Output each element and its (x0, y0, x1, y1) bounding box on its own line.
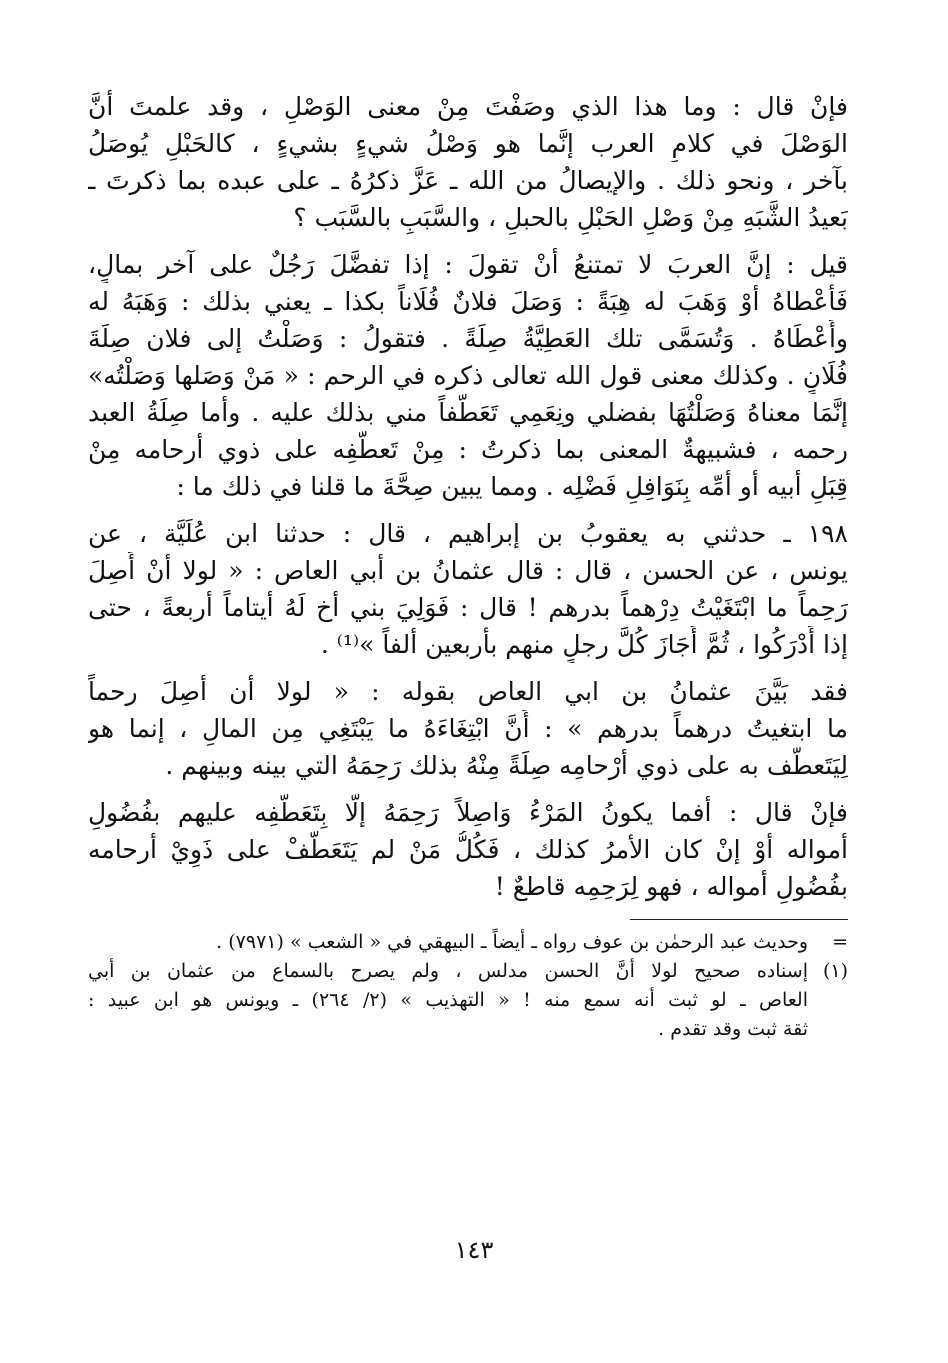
paragraph-answer (88, 246, 848, 505)
footnote-line: وحديث عبد الرحمٰن بن عوف رواه ـ أيضاً ـ البيهقي في « الشعب » (٧٩٧١) . (216, 931, 808, 953)
footnote-continuation (88, 928, 848, 957)
paragraph-hadith-198 (88, 515, 848, 663)
text-line: ١٩٨ ـ حدثني به يعقوبُ بن إبراهيم ، قال : حدثنا ابن عُلَيَّة ، عن (88, 519, 848, 548)
text-line: بَعيدُ الشَّبَهِ مِنْ وَصْلِ الحَبْلِ بالحبلِ ، والسَّبَبِ بالسَّبَب ؟ (293, 203, 848, 232)
footnote-divider (630, 919, 848, 920)
footnote-body (88, 928, 808, 957)
text-line: الوَصْلَ في كلامِ العرب إنَّما هو وَصْلُ شيءٍ بشيءٍ ، كالحَبْلِ يُوصَلُ (88, 129, 848, 158)
text-line: قِبَلِ أبيه أو أمِّه بِنَوَافِلِ فَضْلِه . ومما يبين صِحَّةَ ما قلنا في ذلك ما : (176, 472, 848, 501)
text-line: يونس ، عن الحسن ، قال : قال عثمانُ بن أبي العاص : « لولا أنْ أَصِلَ (88, 556, 848, 585)
text-line: وأَعْطَاهُ . وَتُسَمَّى تلك العَطِيَّةُ صِلَةً . فتقولُ : وَصَلْتُ إلى فلان صِلَةَ (88, 324, 848, 353)
footnote-line: العاص ـ لو ثبت أنه سمع منه ! « التهذيب » (٢/ ٢٦٤) ـ ويونس هو ابن عبيد : (88, 989, 808, 1011)
paragraph-explanation (88, 673, 848, 784)
paragraph-followup-question (88, 794, 848, 905)
text-line: فَأَعْطاهُ أوْ وَهَبَ له هِبَةً : وَصَلَ فلانٌ فُلَاناً بكذا ـ يعني بذلك : وَهَبَهُ له (88, 287, 848, 316)
footnote-line: إسناده صحيح لولا أنَّ الحسن مدلس ، ولم يصرح بالسماع من عثمان بن أبي (88, 960, 808, 982)
text-line: ما ابتغيتُ درهماً بدرهم » : أَنَّ ابْتِغَاءَهُ ما يَبْتَغِي مِن المالِ ، إنما هو (88, 714, 848, 743)
text-line: رحمه ، فشبيهةٌ المعنى بما ذكرتُ : مِنْ تَعطُّفِه على ذوي أرحامه مِنْ (88, 435, 848, 464)
footnote-mark: (١) (822, 960, 848, 982)
text-line: أمواله أوْ إنْ كان الأمرُ كذلك ، فَكُلُّ مَنْ لم يَتَعَطَّفْ على ذَوِيْ أرحامه (88, 835, 848, 864)
text-line: رَحِماً ما ابْتَغَيْتُ دِرْهماً بدرهم ! قال : فَوَلِيَ بني أخ لَهُ أيتاماً أربعةً ، حتى (88, 593, 848, 622)
text-line: فقد بَيَّنَ عثمانُ بن ابي العاص بقوله : « لولا أن أصِلَ رحماً (88, 677, 848, 706)
text-line: فإنْ قال : وما هذا الذي وصَفْتَ مِنْ معنى الوَصْلِ ، وقد علمتَ أنَّ (88, 92, 848, 121)
footnotes (88, 928, 848, 1044)
text-line: بآخر ، ونحو ذلك . والإيصالُ من الله ـ عَزَّ ذكرُهُ ـ على عبده بما ذكرتَ ـ (88, 166, 848, 195)
text-line: فُلَانٍ . وكذلك معنى قول الله تعالى ذكره في الرحم : « مَنْ وَصَلها وَصَلْتُه» (88, 361, 848, 390)
footnote-mark: = (832, 931, 848, 953)
page-number: ١٤٣ (454, 1236, 494, 1264)
text-line: لِيَتَعطَّف به على ذوي أرْحامِه صِلَةً مِنْهُ بذلك رَحِمَهُ التي بينه وبينهم . (165, 751, 848, 780)
text-line: فإنْ قال : أفما يكونُ المَرْءُ وَاصِلاً رَحِمَهُ إلَّا بِتَعَطُّفِه عليهم بفُضُولِ (88, 798, 848, 827)
footnote-body (88, 957, 808, 1044)
paragraph-question-on-wasl (88, 88, 848, 236)
footnote-1 (88, 957, 848, 1044)
text-line: إذا أَدْرَكُوا ، ثُمَّ أَجَازَ كُلَّ رجلٍ منهم بأربعين ألفاً »⁽¹⁾ . (320, 630, 848, 659)
text-line: بفُضُولِ أمواله ، فهو لِرَحِمِه قاطعٌ ! (494, 872, 848, 901)
footnote-line: ثقة ثبت وقد تقدم . (658, 1018, 808, 1040)
book-page (88, 88, 848, 1044)
text-line: إنَّمَا معناهُ وَصَلْتُهَا بفضلي ونِعَمِي تَعَطُّفاً مني بذلك عليه . وأما صِلَةُ العبد (88, 398, 848, 427)
text-line: قيل : إنَّ العربَ لا تمتنعُ أنْ تقولَ : إذا تفضَّلَ رَجُلٌ على آخر بمالٍ، (88, 250, 848, 279)
